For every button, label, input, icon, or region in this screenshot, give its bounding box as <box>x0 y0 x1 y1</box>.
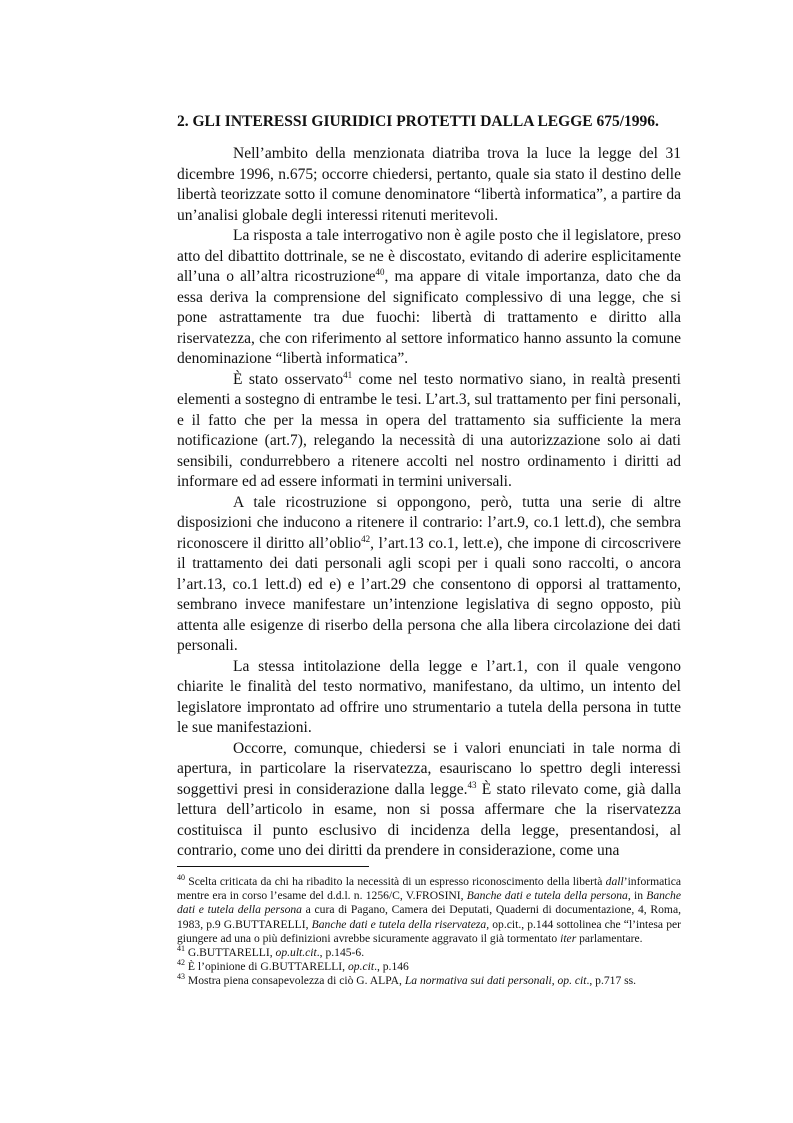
paragraph-text: A tale ricostruzione si oppongono, però, tutta una serie di altre disposizioni che inducono a ritenere il contrario: l’art.9, co.1 lett.d), che sembra riconoscere il diritto all’oblio <box>177 493 681 552</box>
footnote-ref-40[interactable]: 40 <box>375 266 385 277</box>
paragraph-1 <box>177 144 681 226</box>
footnote-text: ., p.146 <box>374 960 409 974</box>
paragraph-5 <box>177 657 681 739</box>
footnote-italic: La normativa sui dati personali <box>404 974 552 988</box>
footnote-text: , in <box>627 889 647 903</box>
footnote-ref-42[interactable]: 42 <box>361 533 371 544</box>
footnote-number: 41 <box>177 944 185 954</box>
footnote-italic: dall <box>605 875 624 888</box>
footnote-text: Mostra piena consapevolezza di ciò G. ALPA, <box>185 974 405 988</box>
paragraph-text: È stato rilevato come, già dalla lettura dell’articolo in esame, non si possa affermare che la riservatezza costituisca il punto esclusivo di incidenza della legge, presentandosi, al contrario, come uno dei diritti da prendere in considerazione, come una <box>177 780 681 859</box>
footnote-text: Scelta criticata da chi ha ribadito la necessità di un espresso riconoscimento della libertà <box>185 875 606 888</box>
paragraph-3 <box>177 370 681 493</box>
footnotes <box>177 866 681 989</box>
paragraph-text: È stato osservato <box>233 370 344 388</box>
paragraph-6 <box>177 739 681 862</box>
section-heading: 2. GLI INTERESSI GIURIDICI PROTETTI DALLA LEGGE 675/1996. <box>177 113 659 130</box>
footnote-ref-41[interactable]: 41 <box>343 369 353 380</box>
footnote-text: op.cit., p.144 sottolinea che “l’intesa per giungere ad una o più definizioni avrebbe sicuramente aggravato il già tormentato <box>177 917 681 945</box>
footnote-text: , <box>551 974 558 988</box>
footnote-number: 43 <box>177 972 185 982</box>
footnote-text: a cura di Pagano, Camera dei Deputati, Quaderni di documentazione, 4, Roma, 1983, p.9 G.BUTTARELLI, <box>177 903 681 931</box>
paragraph-text: , l’art.13 co.1, lett.e), che impone di circoscrivere il trattamento dei dati personali agli scopi per i quali sono raccolti, o ancora l’art.13, co.1 lett.d) ed e) e l’art.29 che consentono di opporsi al trattamento, sembrano invece manifestare un’intenzione legislativa di segno opposto, più attenta alle esigenze di riserbo della persona che alla libera circolazione dei dati personali. <box>177 534 681 654</box>
footnote-42 <box>177 960 681 974</box>
paragraph-text: come nel testo normativo siano, in realtà presenti elementi a sostegno di entrambe le tesi. L’art.3, sul trattamento per fini personali, e il fatto che per la messa in opera del trattamento sia sufficiente la mera notificazione (art.7), relegando la necessità di una autorizzazione solo ai dati sensibili, condurrebbero a ritenere accolti nel nostro ordinamento i diritti ad informare ed ad essere informati in termini universali. <box>177 370 681 490</box>
paragraph-text: La risposta a tale interrogativo non è agile posto che il legislatore, preso atto del dibattito dottrinale, se ne è discostato, evitando di aderire esplicitamente all’una o all’altra ricostruzione <box>177 227 681 285</box>
paragraph-text: La stessa intitolazione della legge e l’art.1, con il quale vengono chiarite le finalità del testo normativo, manifestano, da ultimo, un intento del legislatore improntato ad offrire uno strumentario a tutela della persona in tutte le sue manifestazioni. <box>177 657 681 736</box>
footnote-italic: op.ult.cit <box>275 946 317 960</box>
footnote-41 <box>177 946 681 960</box>
footnote-ref-43[interactable]: 43 <box>467 779 477 790</box>
footnote-text: parlamentare. <box>576 931 643 945</box>
footnote-italic: op.cit <box>347 960 375 974</box>
footnote-text: È l’opinione di G.BUTTARELLI, <box>185 960 348 974</box>
footnote-43 <box>177 974 681 988</box>
footnote-italic: Banche dati e tutela della persona <box>466 889 628 903</box>
paragraph-4 <box>177 493 681 657</box>
footnote-number: 40 <box>177 873 185 883</box>
footnote-text: G.BUTTARELLI, <box>185 946 276 960</box>
footnote-text: ’informatica mentre era in corso l’esame del d.d.l. n. 1256/C, V.FROSINI, <box>177 875 681 903</box>
footnote-number: 42 <box>177 958 185 968</box>
paragraph-text: Nell’ambito della menzionata diatriba trova la luce la legge del 31 dicembre 1996, n.675; occorre chiedersi, pertanto, quale sia stato il destino delle libertà teorizzate sotto il comune denominatore “libertà informatica”, a partire da un’analisi globale degli interessi ritenuti meritevoli. <box>177 145 681 224</box>
footnote-italic: op. cit <box>557 974 587 988</box>
footnote-text: ., p.717 ss. <box>586 974 637 988</box>
footnote-italic: Banche dati e tutela della riservateza, <box>311 917 490 931</box>
paragraph-text: , ma appare di vitale importanza, dato che da essa deriva la comprensione del significato complessivo di una legge, che si pone astrattamente tra due fuochi: libertà di trattamento e diritto alla riservatezza, che con riferimento al settore informatico hanno assunto la comune denominazione “libertà informatica”. <box>177 268 681 367</box>
footnote-divider <box>177 866 369 867</box>
paragraph-text: Occorre, comunque, chiedersi se i valori enunciati in tale norma di apertura, in particolare la riservatezza, esauriscano lo spettro degli interessi soggettivi presi in considerazione dalla legge. <box>177 739 681 798</box>
footnote-40 <box>177 875 681 946</box>
footnote-text: ., p.145-6. <box>316 946 365 960</box>
paragraph-2 <box>177 226 681 370</box>
page-body <box>177 112 681 862</box>
footnote-italic: iter <box>560 931 577 945</box>
footnote-italic: Banche dati e tutela della persona <box>177 889 681 917</box>
